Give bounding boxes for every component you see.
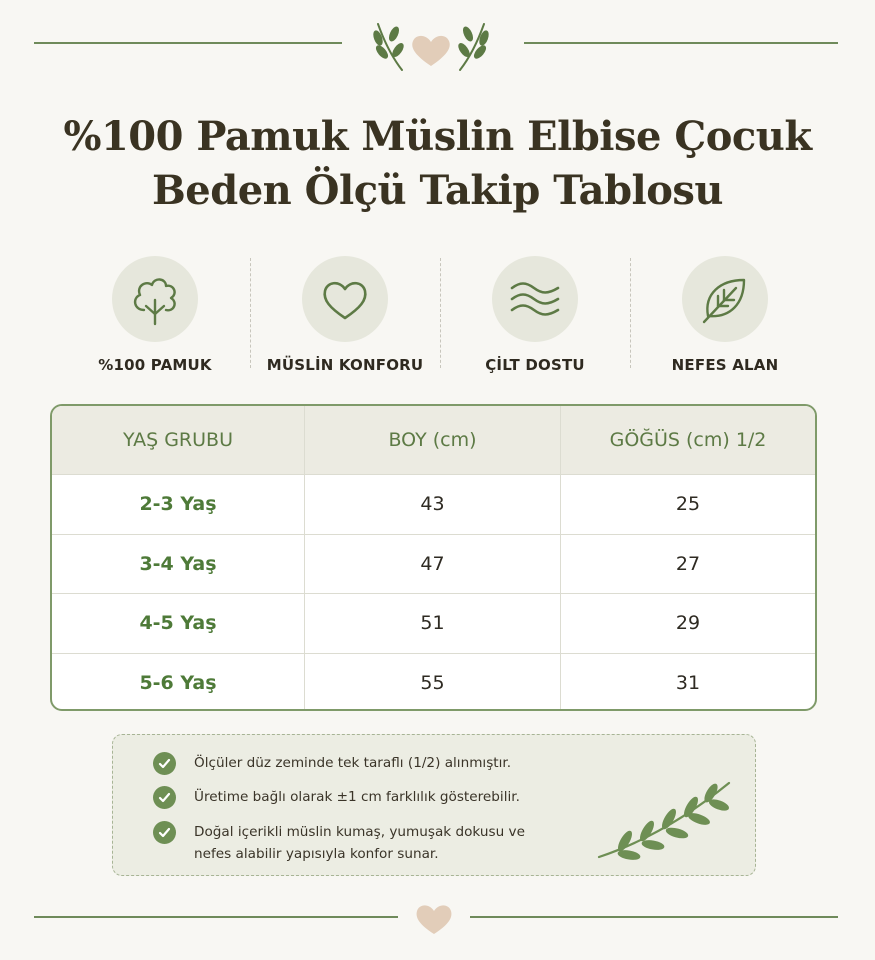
top-right-rule: [524, 42, 838, 44]
size-table: [50, 404, 817, 711]
leaf-icon: [696, 270, 754, 328]
feature-circle: [682, 256, 768, 342]
height-cell: 55: [304, 654, 560, 711]
header-height: BOY (cm): [304, 406, 560, 474]
bottom-right-rule: [470, 916, 838, 918]
note-item: [153, 786, 554, 809]
age-cell: 5-6 Yaş: [139, 672, 217, 695]
feature-cotton: [60, 252, 250, 372]
cotton-flower-icon: [126, 270, 184, 328]
heart-icon: [412, 36, 450, 66]
olive-branch-icon: [595, 775, 735, 865]
chest-cell: 29: [560, 594, 815, 653]
height-cell: 47: [304, 535, 560, 594]
check-icon: [153, 821, 176, 844]
feature-row: [60, 252, 820, 372]
chest-cell: 31: [560, 654, 815, 711]
feature-skin: [440, 252, 630, 372]
notes-box: [112, 734, 756, 876]
note-text: Ölçüler düz zeminde tek taraflı (1/2) alınmıştır.: [194, 755, 512, 771]
heart-icon: [316, 270, 374, 328]
check-icon: [153, 752, 176, 775]
top-left-rule: [34, 42, 342, 44]
feature-label: %100 PAMUK: [98, 356, 212, 374]
table-row: [52, 474, 815, 534]
note-item: [153, 821, 554, 865]
chest-cell: 27: [560, 535, 815, 594]
top-ornament: [366, 16, 496, 72]
age-cell: 2-3 Yaş: [139, 493, 217, 516]
feature-breathable: [630, 252, 820, 372]
feature-circle: [112, 256, 198, 342]
check-icon: [153, 786, 176, 809]
feature-circle: [302, 256, 388, 342]
header-chest: GÖĞÜS (cm) 1/2: [560, 406, 815, 474]
age-cell: 3-4 Yaş: [139, 552, 217, 575]
height-cell: 43: [304, 475, 560, 534]
chest-cell: 25: [560, 475, 815, 534]
heart-icon: [414, 902, 454, 936]
note-text: Doğal içerikli müslin kumaş, yumuşak dokusu ve nefes alabilir yapısıyla konfor sunar.: [194, 824, 525, 862]
table-row: [52, 653, 815, 711]
note-text: Üretime bağlı olarak ±1 cm farklılık gösterebilir.: [194, 789, 520, 805]
table-header-row: [52, 406, 815, 474]
table-row: [52, 534, 815, 594]
header-age-group: YAŞ GRUBU: [122, 429, 233, 451]
note-item: [153, 752, 554, 775]
bottom-left-rule: [34, 916, 398, 918]
right-sprig-icon: [458, 24, 490, 70]
waves-icon: [506, 270, 564, 328]
page-title: [0, 110, 875, 218]
title-line-1: %100 Pamuk Müslin Elbise Çocuk: [63, 113, 812, 160]
feature-label: MÜSLİN KONFORU: [266, 356, 424, 374]
feature-circle: [492, 256, 578, 342]
age-cell: 4-5 Yaş: [139, 612, 217, 635]
feature-label: NEFES ALAN: [671, 356, 779, 374]
feature-muslin: [250, 252, 440, 372]
table-row: [52, 593, 815, 653]
height-cell: 51: [304, 594, 560, 653]
left-sprig-icon: [373, 24, 405, 70]
feature-label: ÇİLT DOSTU: [485, 356, 585, 374]
title-line-2: Beden Ölçü Takip Tablosu: [151, 167, 724, 214]
